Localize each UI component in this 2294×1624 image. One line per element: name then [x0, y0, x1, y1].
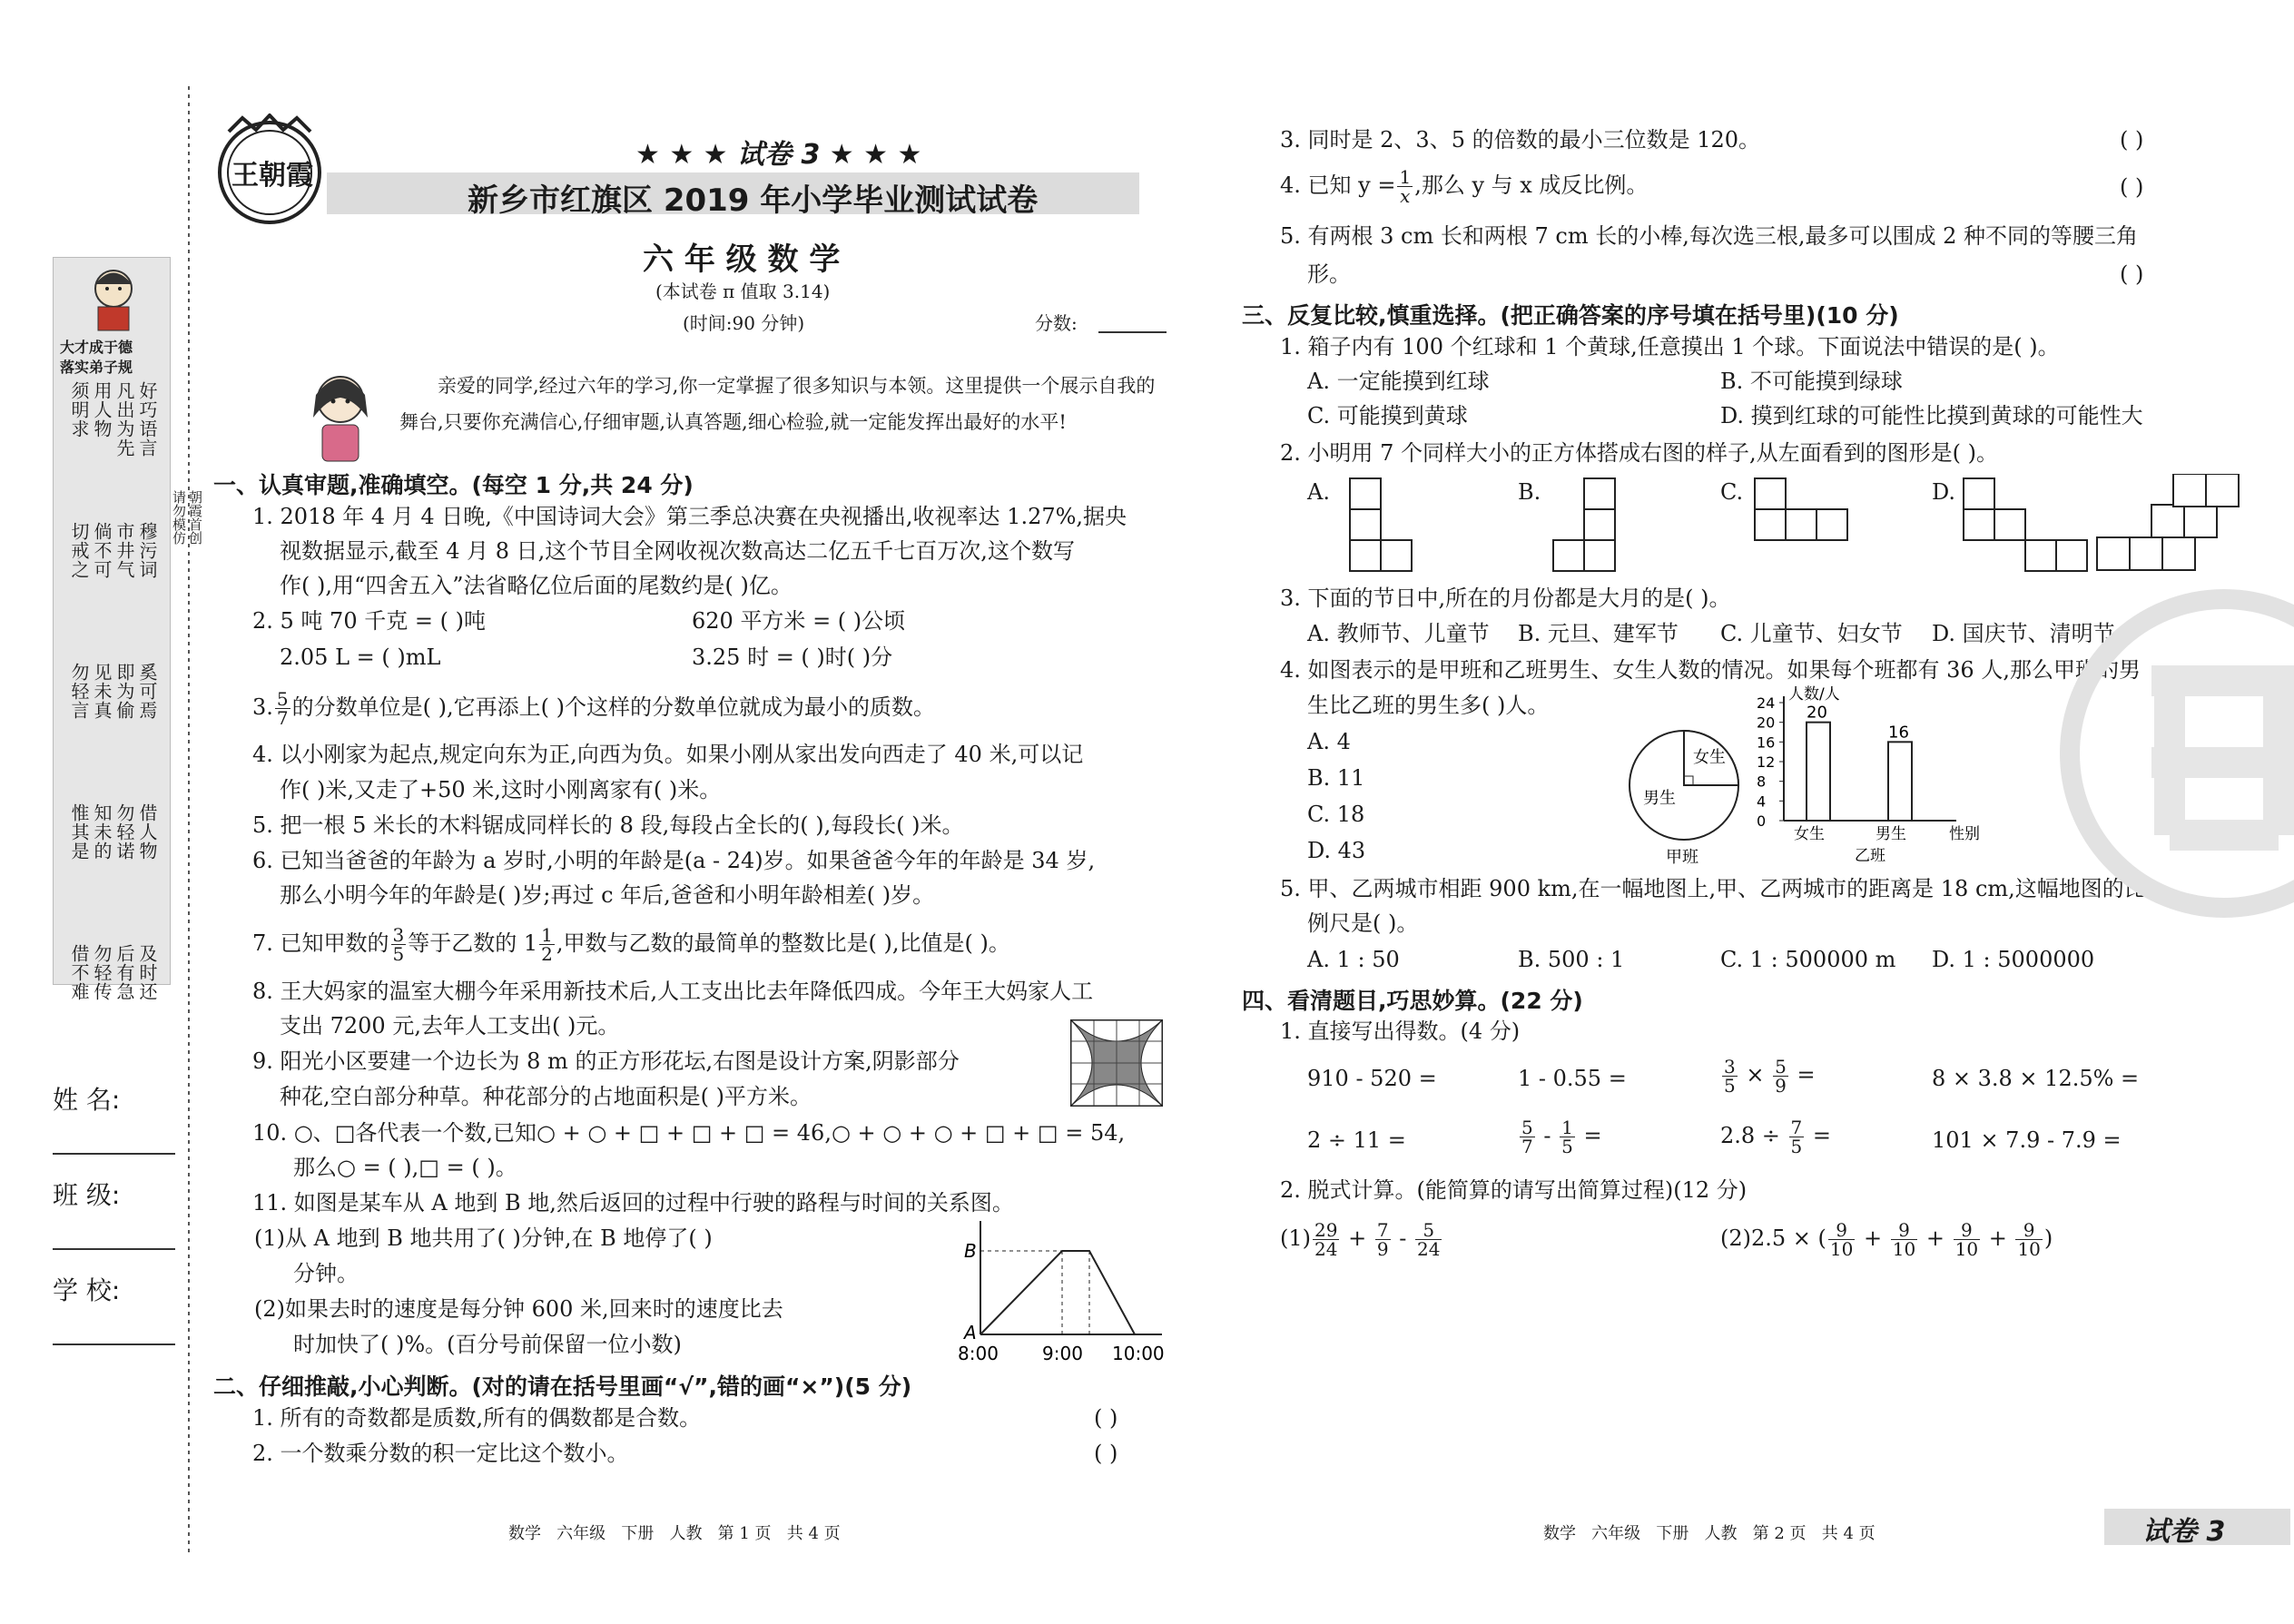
choice-q4-d: D. 43: [1307, 838, 1366, 863]
q9-line-2: 种花,空白部分种草。种花部分的占地面积是( )平方米。: [280, 1084, 812, 1109]
q10-line-2: 那么○ = ( ),□ = ( )。: [293, 1155, 517, 1180]
choice-q1-b: B. 不可能摸到绿球: [1720, 369, 1903, 394]
bar-1: [1888, 742, 1912, 821]
motto-1: 大才成于德: [60, 339, 133, 356]
bar-ytick-label: 12: [1757, 753, 1776, 771]
view-options-figure: [1344, 474, 2251, 574]
choice-q2-b: B.: [1518, 479, 1541, 505]
q2-part-c: 2.05 L = ( )mL: [280, 645, 441, 670]
choice-q3-b: B. 元旦、建军节: [1518, 621, 1679, 646]
bar-chart-class-b: [1748, 683, 1984, 873]
poem-column: 知未的: [91, 803, 113, 861]
expr-3: $\frac{3}{5}$ × $\frac{5}{9}$ =: [1724, 1056, 1816, 1097]
graph-tick-1: 9:00: [1042, 1343, 1083, 1364]
bar-ytick-label: 8: [1757, 773, 1767, 791]
pie-caption: 甲班: [1666, 848, 1698, 867]
intro-text: 亲爱的同学,经过六年的学习,你一定掌握了很多知识与本领。这里提供一个展示自我的舞台,只要你充满信心,仔细审题,认真答题,细心检验,就一定能发挥出最好的水平!: [399, 375, 1156, 433]
school-label: 学 校:: [53, 1275, 121, 1305]
corner-badge: 试卷 3: [2142, 1516, 2226, 1548]
choice-q2-a: A.: [1307, 479, 1330, 505]
choice-q4-a: A. 4: [1307, 729, 1351, 754]
poem-column: 穆污词: [136, 522, 158, 579]
graph-tick-2: 10:00: [1112, 1343, 1165, 1364]
graph-tick-0: 8:00: [958, 1343, 999, 1364]
choice-q2: 2. 小明用 7 个同样大小的正方体搭成右图的样子,从左面看到的图形是( )。: [1280, 440, 1999, 466]
choice-q5-a: A. 1 : 50: [1307, 947, 1400, 972]
judge-q2: 2. 一个数乘分数的积一定比这个数小。: [252, 1441, 629, 1466]
choice-q5-b: B. 500 : 1: [1518, 947, 1625, 972]
pie-chart-class-a: [1625, 726, 1752, 871]
poem-column: 切戒之: [68, 522, 90, 579]
poem-column: 借人物: [136, 803, 158, 861]
q1-line-1: 1. 2018 年 4 月 4 日晚,《中国诗词大会》第三季总决赛在央视播出,收视率达 1.27%,据央: [252, 504, 1127, 529]
score-field[interactable]: [1098, 331, 1167, 333]
paper-badge: ★ ★ ★ 试卷 3 ★ ★ ★: [635, 139, 922, 171]
choice-q5-c: C. 1 : 500000 m: [1720, 947, 1896, 972]
poem-column: 用人物: [91, 381, 113, 438]
poem-column: 市井气: [113, 522, 135, 579]
bar-ytick-label: 16: [1757, 733, 1776, 752]
q11-line-3: 分钟。: [293, 1261, 359, 1286]
choice-q1-c: C. 可能摸到黄球: [1307, 403, 1468, 428]
choice-q1: 1. 箱子内有 100 个红球和 1 个黄球,任意摸出 1 个球。下面说法中错误的是( )。: [1280, 334, 2060, 359]
q3: 3. $\frac{5}{7}$ 的分数单位是( ),它再添上( )个这样的分数单位就成为最小的质数。: [252, 688, 935, 729]
cartoon-boy-icon: [82, 261, 145, 334]
class-field[interactable]: [53, 1248, 175, 1250]
q5: 5. 把一根 5 米长的木料锯成同样长的 8 段,每段占全长的( ),每段长( )米。: [252, 812, 964, 838]
name-field[interactable]: [53, 1153, 175, 1155]
bar-caption: 乙班: [1855, 847, 1885, 865]
choice-q4-line-1: 4. 如图表示的是甲班和乙班男生、女生人数的情况。如果每个班都有 36 人,那么甲班的男: [1280, 657, 2141, 683]
footer-left: 数学 六年级 下册 人教 第 1 页 共 4 页: [508, 1524, 841, 1543]
name-label: 姓 名:: [53, 1085, 121, 1115]
q4-line-1: 4. 以小刚家为起点,规定向东为正,向西为负。如果小刚从家出发向西走了 40 米,可以记: [252, 742, 1084, 767]
poem-column: 借不难: [68, 944, 90, 1001]
judge-q5-line-1: 5. 有两根 3 cm 长和两根 7 cm 长的小棒,每次选三根,最多可以围成 2 种不同的等腰三角: [1280, 223, 2139, 249]
expr-7: 2.8 ÷ $\frac{7}{5}$ =: [1720, 1117, 1832, 1157]
bar-0: [1807, 723, 1830, 821]
score-label: 分数:: [1035, 312, 1078, 334]
q2-part-b: 620 平方米 = ( )公顷: [692, 608, 906, 634]
subject-title: 六 年 级 数 学: [643, 241, 841, 278]
motto-2: 落实弟子规: [60, 359, 133, 376]
expr-8: 101 × 7.9 - 7.9 =: [1932, 1127, 2122, 1153]
judge-q2-paren[interactable]: ( ): [1094, 1441, 1118, 1466]
q8-line-2: 支出 7200 元,去年人工支出( )元。: [280, 1013, 620, 1038]
poem-column: 勿轻言: [68, 663, 90, 720]
distance-time-graph: [953, 1216, 1171, 1371]
bar-ylabel: 人数/人: [1788, 685, 1840, 704]
poem-column: 凡出为先: [113, 381, 135, 458]
choice-q4-b: B. 11: [1307, 765, 1365, 791]
flowerbed-figure: [1069, 1019, 1169, 1109]
fold-line: [186, 86, 192, 1557]
judge-q1-paren[interactable]: ( ): [1094, 1405, 1118, 1431]
section-4-title: 四、看清题目,巧思妙算。(22 分): [1242, 988, 1583, 1014]
q7: 7. 已知甲数的 $\frac{3}{5}$ 等于乙数的 1 $\frac{1}{2}$ ,甲数与乙数的最简单的整数比是( ),比值是( )。: [252, 924, 1010, 965]
q11-line-5: 时加快了( )%。(百分号前保留一位小数): [293, 1332, 682, 1357]
choice-q3-d: D. 国庆节、清明节: [1932, 621, 2115, 646]
bar-value-label: 20: [1807, 703, 1827, 723]
expr-4: 8 × 3.8 × 12.5% =: [1932, 1066, 2140, 1091]
expr-5: 2 ÷ 11 =: [1307, 1127, 1406, 1153]
choice-q4-line-2: 生比乙班的男生多( )人。: [1307, 693, 1550, 718]
bar-category-label: 男生: [1876, 825, 1906, 843]
q10-line-1: 10. ○、□各代表一个数,已知○ + ○ + □ + □ + □ = 46,○ + ○ + ○ + □ + □ = 54,: [252, 1120, 1126, 1146]
calc-expr-2: (2)2.5 × ( $\frac{9}{10}$ + $\frac{9}{10}$ + $\frac{9}{10}$ + $\frac{9}{10}$ ): [1720, 1219, 2053, 1260]
poem-column: 须明求: [68, 381, 90, 438]
judge-q3: 3. 同时是 2、3、5 的倍数的最小三位数是 120。: [1280, 127, 1761, 153]
poem-column: 好巧语言: [136, 381, 158, 458]
poem-column: 惟其是: [68, 803, 90, 861]
section-3-title: 三、反复比较,慎重选择。(把正确答案的序号填在括号里)(10 分): [1242, 302, 1899, 329]
time-note: (时间:90 分钟): [683, 312, 805, 334]
bar-ytick-label: 20: [1757, 714, 1776, 732]
choice-q4-c: C. 18: [1307, 802, 1365, 827]
choice-q3-a: A. 教师节、儿童节: [1307, 621, 1490, 646]
logo-text: 王朝霞: [231, 160, 313, 192]
poem-column: 即为偷: [113, 663, 135, 720]
choice-q3: 3. 下面的节日中,所在的月份都是大月的是( )。: [1280, 586, 1731, 611]
expr-1: 910 - 520 =: [1307, 1066, 1437, 1091]
exam-title: 新乡市红旗区 2019 年小学毕业测试试卷: [468, 182, 1039, 219]
judge-q4: 4. 已知 y = $\frac{1}{x}$ ,那么 y 与 x 成反比例。: [1280, 166, 1649, 207]
q4-line-2: 作( )米,又走了+50 米,这时小刚离家有( )米。: [280, 777, 722, 802]
poem-column: 倘不可: [91, 522, 113, 579]
pie-girl-label: 女生: [1693, 748, 1726, 767]
choice-q2-c: C.: [1720, 479, 1744, 505]
choice-q3-c: C. 儿童节、妇女节: [1720, 621, 1903, 646]
bar-category-label: 女生: [1794, 825, 1825, 843]
q11-line-1: 11. 如图是某车从 A 地到 B 地,然后返回的过程中行驶的路程与时间的关系图。: [252, 1190, 1014, 1216]
pie-boy-label: 男生: [1643, 789, 1676, 808]
poem-column: 见未真: [91, 663, 113, 720]
graph-label-a: A: [964, 1322, 977, 1343]
graph-label-b: B: [964, 1240, 977, 1262]
poem-column: 及时还: [136, 944, 158, 1001]
q2-part-a: 2. 5 吨 70 千克 = ( )吨: [252, 608, 486, 634]
choice-q1-a: A. 一定能摸到红球: [1307, 369, 1490, 394]
q1-line-2: 视数据显示,截至 4 月 8 日,这个节目全网收视次数高达二亿五千七百万次,这个数写: [280, 538, 1075, 564]
school-field[interactable]: [53, 1343, 175, 1345]
choice-q2-d: D.: [1932, 479, 1956, 505]
choice-q5-d: D. 1 : 5000000: [1932, 947, 2095, 972]
q11-line-2: (1)从 A 地到 B 地共用了( )分钟,在 B 地停了( ): [254, 1225, 713, 1251]
poem-column: 后有急: [113, 944, 135, 1001]
choice-q5-line-2: 例尺是( )。: [1307, 910, 1419, 936]
judge-q5-paren[interactable]: ( ): [2120, 261, 2144, 287]
calc-q1: 1. 直接写出得数。(4 分): [1280, 1019, 1521, 1044]
q6-line-1: 6. 已知当爸爸的年龄为 a 岁时,小明的年龄是(a - 24)岁。如果爸爸今年的年龄是 34 岁,: [252, 848, 1096, 873]
expr-6: $\frac{5}{7}$ - $\frac{1}{5}$ =: [1521, 1117, 1602, 1157]
judge-q1: 1. 所有的奇数都是质数,所有的偶数都是合数。: [252, 1405, 702, 1431]
calc-expr-1: (1) $\frac{29}{24}$ + $\frac{7}{9}$ - $\frac{5}{24}$: [1280, 1219, 1441, 1260]
cartoon-girl-icon: [300, 363, 381, 481]
q9-line-1: 9. 阳光小区要建一个边长为 8 m 的正方形花坛,右图是设计方案,阴影部分: [252, 1048, 960, 1074]
calc-q2: 2. 脱式计算。(能简算的请写出简算过程)(12 分): [1280, 1177, 1748, 1203]
pi-note: (本试卷 π 值取 3.14): [655, 281, 831, 302]
poem-column: 勿轻传: [91, 944, 113, 1001]
watermark-seal: [2043, 563, 2294, 944]
bar-ytick-label: 0: [1757, 812, 1767, 830]
expr-2: 1 - 0.55 =: [1518, 1066, 1627, 1091]
poem-column: 奚可焉: [136, 663, 158, 720]
q2-part-d: 3.25 时 = ( )时( )分: [692, 645, 893, 670]
bar-value-label: 16: [1888, 723, 1909, 743]
choice-q5-line-1: 5. 甲、乙两城市相距 900 km,在一幅地图上,甲、乙两城市的距离是 18 cm,这幅地图的比: [1280, 876, 2146, 901]
seal-text: 朝霞首创 请勿模仿: [171, 490, 203, 545]
bar-xlabel: 性别: [1949, 825, 1980, 843]
q8-line-1: 8. 王大妈家的温室大棚今年采用新技术后,人工支出比去年降低四成。今年王大妈家人工: [252, 979, 1094, 1004]
section-1-title: 一、认真审题,准确填空。(每空 1 分,共 24 分): [213, 472, 694, 498]
judge-q3-paren[interactable]: ( ): [2120, 127, 2144, 153]
judge-q5-line-2: 形。: [1307, 261, 1351, 287]
q1-line-3: 作( ),用“四舍五入”法省略亿位后面的尾数约是( )亿。: [280, 573, 793, 598]
choice-q1-d: D. 摸到红球的可能性比摸到黄球的可能性大: [1720, 403, 2143, 428]
judge-q4-paren[interactable]: ( ): [2120, 174, 2144, 200]
q6-line-2: 那么小明今年的年龄是( )岁;再过 c 年后,爸爸和小明年龄相差( )岁。: [280, 882, 935, 908]
fraction-5-7: $\frac{5}{7}$: [276, 688, 289, 729]
q11-line-4: (2)如果去时的速度是每分钟 600 米,回来时的速度比去: [254, 1296, 783, 1322]
bar-ytick-label: 4: [1757, 792, 1767, 811]
class-label: 班 级:: [53, 1180, 121, 1210]
footer-right: 数学 六年级 下册 人教 第 2 页 共 4 页: [1543, 1524, 1876, 1543]
section-2-title: 二、仔细推敲,小心判断。(对的请在括号里画“√”,错的画“×”)(5 分): [213, 1373, 912, 1400]
bar-ytick-label: 24: [1757, 694, 1776, 712]
poem-column: 勿轻诺: [113, 803, 135, 861]
